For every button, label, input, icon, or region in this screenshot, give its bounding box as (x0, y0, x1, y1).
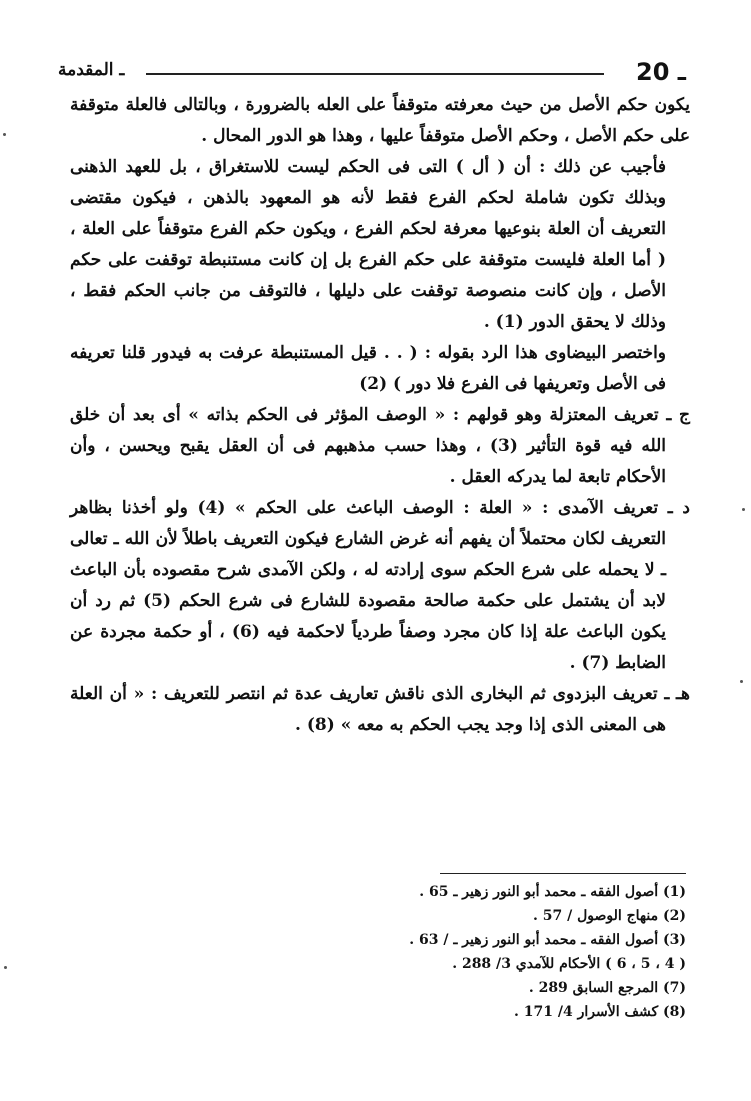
paragraph: ج ـ تعريف المعتزلة وهو قولهم : « الوصف المؤثر فى الحكم بذاته » أى بعد أن خلق الله فيه قوة التأثير (3) ، وهذا حسب مذهبهم فى أن العقل يقبح ويحسن ، وأن الأحكام تابعة لما يدركه العقل . (70, 405, 690, 487)
footnote: (1) أصول الفقه ـ محمد أبو النور زهير ـ 65 . (419, 884, 686, 900)
scan-speck (3, 133, 6, 136)
footnote-rule (440, 873, 686, 874)
footnote: (3) أصول الفقه ـ محمد أبو النور زهير ـ / 63 . (409, 932, 686, 948)
footnote: ( 4 ، 5 ، 6 ) الأحكام للآمدي 3/ 288 . (452, 956, 686, 972)
footnote: (8) كشف الأسرار 4/ 171 . (514, 1004, 686, 1020)
footnote: (2) منهاج الوصول / 57 . (532, 908, 686, 924)
page-number: 20 ـ (636, 58, 686, 86)
scan-speck (4, 966, 7, 969)
header-rule (146, 73, 604, 75)
chapter-title: ـ المقدمة (58, 60, 125, 80)
body-text (70, 90, 690, 741)
footnote: (7) المرجع السابق 289 . (528, 980, 686, 996)
scan-speck (740, 680, 743, 683)
paragraph: فأجيب عن ذلك : أن ( أل ) التى فى الحكم ليست للاستغراق ، بل للعهد الذهنى وبذلك تكون شاملة لحكم الفرع فقط لأنه هو المعهود بالذهن ، فيكون مقتضى التعريف أن العلة بنوعيها معرفة لحكم الفرع ، ويكون حكم الفرع متوقفاً على العلة ، ( أما العلة فليست متوقفة على حكم الفرع بل إن كانت مستنبطة توقفت على حكم الأصل ، وإن كانت منصوصة توقفت على دليلها ، فالتوقف من جانب الحكم فقط ، وذلك لا يحقق الدور (1) . (70, 157, 666, 332)
scan-speck (742, 508, 745, 511)
paragraph: هـ ـ تعريف البزدوى ثم البخارى الذى ناقش تعاريف عدة ثم انتصر للتعريف : « أن العلة هى المعنى الذى إذا وجد يجب الحكم به معه » (8) . (70, 684, 690, 735)
paragraph: واختصر البيضاوى هذا الرد بقوله : ( . . قيل المستنبطة عرفت به فيدور قلنا تعريفه فى الأصل وتعريفها فى الفرع فلا دور ) (2) (70, 343, 666, 394)
paragraph: د ـ تعريف الآمدى : « العلة : الوصف الباعث على الحكم » (4) ولو أخذنا بظاهر التعريف لكان محتملاً أن يفهم أنه غرض الشارع فيكون التعريف باطلاً لأن الله ـ تعالى ـ لا يحمله على شرع الحكم سوى إرادته له ، ولكن الآمدى شرح مقصوده بأن الباعث لابد أن يشتمل على حكمة صالحة مقصودة للشارع فى شرع الحكم (5) ثم رد أن يكون الباعث علة إذا كان مجرد وصفاً طردياً لاحكمة فيه (6) ، أو حكمة مجردة عن الضابط (7) . (70, 498, 690, 673)
page-header (58, 58, 686, 90)
footnotes (300, 880, 686, 1024)
paragraph: يكون حكم الأصل من حيث معرفته متوقفاً على العله بالضرورة ، وبالتالى فالعلة متوقفة على حكم الأصل ، وحكم الأصل متوقفاً عليها ، وهذا هو الدور المحال . (70, 95, 690, 146)
